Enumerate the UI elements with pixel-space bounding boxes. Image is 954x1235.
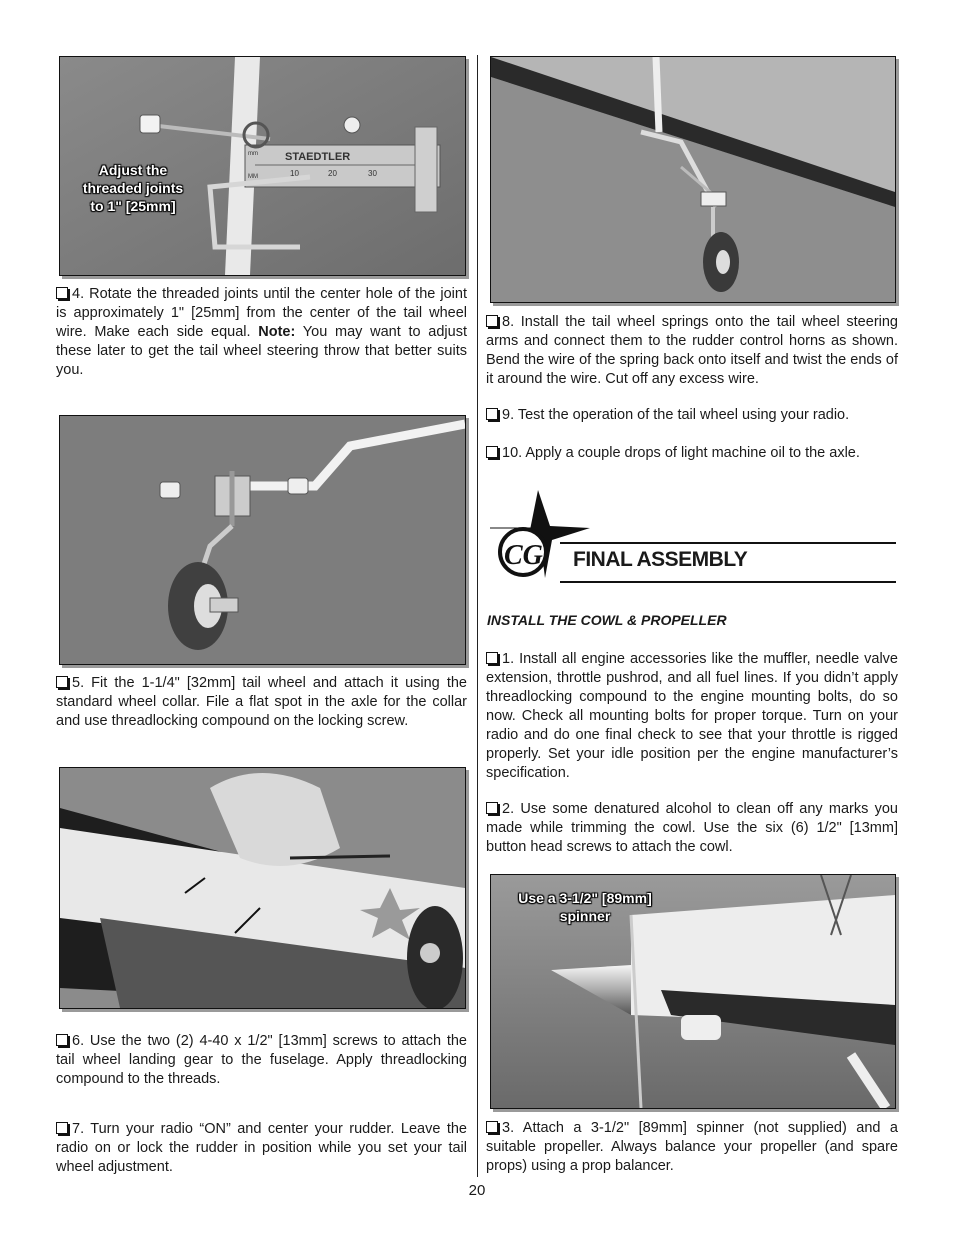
step-4-note-label: Note: <box>258 324 296 340</box>
step-1 <box>486 650 898 783</box>
checkbox-step-6[interactable] <box>56 1034 68 1046</box>
step-4 <box>56 285 467 380</box>
step-6 <box>56 1032 467 1089</box>
step-9-text: 9. Test the operation of the tail wheel using your radio. <box>502 407 850 423</box>
checkbox-step-8[interactable] <box>486 315 498 327</box>
checkbox-step-7[interactable] <box>56 1122 68 1134</box>
ruler-unit-top: mm <box>248 151 258 157</box>
step-3-text: 3. Attach a 3-1/2" [89mm] spinner (not supplied) and a suitable propeller. Always balance your propeller (and spare props) using a prop balancer. <box>486 1120 898 1174</box>
checkbox-step-9[interactable] <box>486 408 498 420</box>
step-1-text: 1. Install all engine accessories like the muffler, needle valve extension, throttle pushrod, and all fuel lines. If you didn’t apply threadlocking compound to the engine mounting bolts, do so now. Check all mounting bolts for proper torque. Turn on your radio and do one final check to see that your throttle is rigged properly. Set your idle position per the engine manufacturer’s specification. <box>486 651 898 781</box>
photo-spinner <box>490 874 896 1109</box>
tail-springs-illustration <box>491 57 895 302</box>
step-5 <box>56 674 467 731</box>
step-7 <box>56 1120 467 1177</box>
checkbox-step-3[interactable] <box>486 1121 498 1133</box>
checkbox-step-1[interactable] <box>486 652 498 664</box>
checkbox-step-5[interactable] <box>56 676 68 688</box>
step-4-text: 4. Rotate the threaded joints until the center hole of the joint is approximately 1" [25mm] from the center of the tail wheel wire. Make each side equal. <box>56 286 467 340</box>
step-8 <box>486 313 898 389</box>
step-7-text: 7. Turn your radio “ON” and center your rudder. Leave the radio on or lock the rudder in position while you set your tail wheel adjustment. <box>56 1121 467 1175</box>
step-6-text: 6. Use the two (2) 4-40 x 1/2" [13mm] screws to attach the tail wheel landing gear to the fuselage. Apply threadlocking compound to the threads. <box>56 1033 467 1087</box>
step-2-text: 2. Use some denatured alcohol to clean off any marks you made while trimming the cowl. Use the six (6) 1/2" [13mm] button head screws to attach the cowl. <box>486 801 898 855</box>
step-3 <box>486 1119 898 1176</box>
step-2 <box>486 800 898 857</box>
column-divider <box>477 55 478 1177</box>
photo-tail-springs <box>490 56 896 303</box>
step-10-text: 10. Apply a couple drops of light machine oil to the axle. <box>502 445 860 461</box>
ruler-tick-10: 10 <box>290 169 299 178</box>
step-10 <box>486 444 898 463</box>
tail-wheel-illustration <box>60 416 465 664</box>
ruler-unit-bottom: MM <box>248 174 258 180</box>
photo-threaded-joints <box>59 56 466 276</box>
step-8-text: 8. Install the tail wheel springs onto the tail wheel steering arms and connect them to the rudder control horns as shown. Bend the wire of the spring back onto itself and twist the ends of it around the wire. Cut off any excess wire. <box>486 314 898 387</box>
photo-fuselage-screws <box>59 767 466 1009</box>
cg-logo-text: CG <box>504 540 543 571</box>
checkbox-step-4[interactable] <box>56 287 68 299</box>
photo-caption-spinner: Use a 3-1/2" [89mm] spinner <box>518 890 652 924</box>
subsection-title: INSTALL THE COWL & PROPELLER <box>487 612 727 628</box>
step-9 <box>486 406 898 425</box>
step-4-note-text: You may want to adjust these later to get the tail wheel steering throw that better suits you. <box>56 324 467 378</box>
checkbox-step-10[interactable] <box>486 446 498 458</box>
ruler-tick-20: 20 <box>328 169 337 178</box>
photo-caption-threaded-joints: Adjust the threaded joints to 1" [25mm] <box>82 162 184 214</box>
ruler-brand-text: STAEDTLER <box>285 151 351 163</box>
step-5-text: 5. Fit the 1-1/4" [32mm] tail wheel and attach it using the standard wheel collar. File a flat spot in the axle for the collar and use threadlocking compound on the locking screw. <box>56 675 467 729</box>
page-number: 20 <box>468 1182 486 1199</box>
photo-tail-wheel <box>59 415 466 665</box>
checkbox-step-2[interactable] <box>486 802 498 814</box>
section-title: FINAL ASSEMBLY <box>573 548 748 571</box>
fuselage-screws-illustration <box>60 768 465 1008</box>
ruler-tick-30: 30 <box>368 169 377 178</box>
